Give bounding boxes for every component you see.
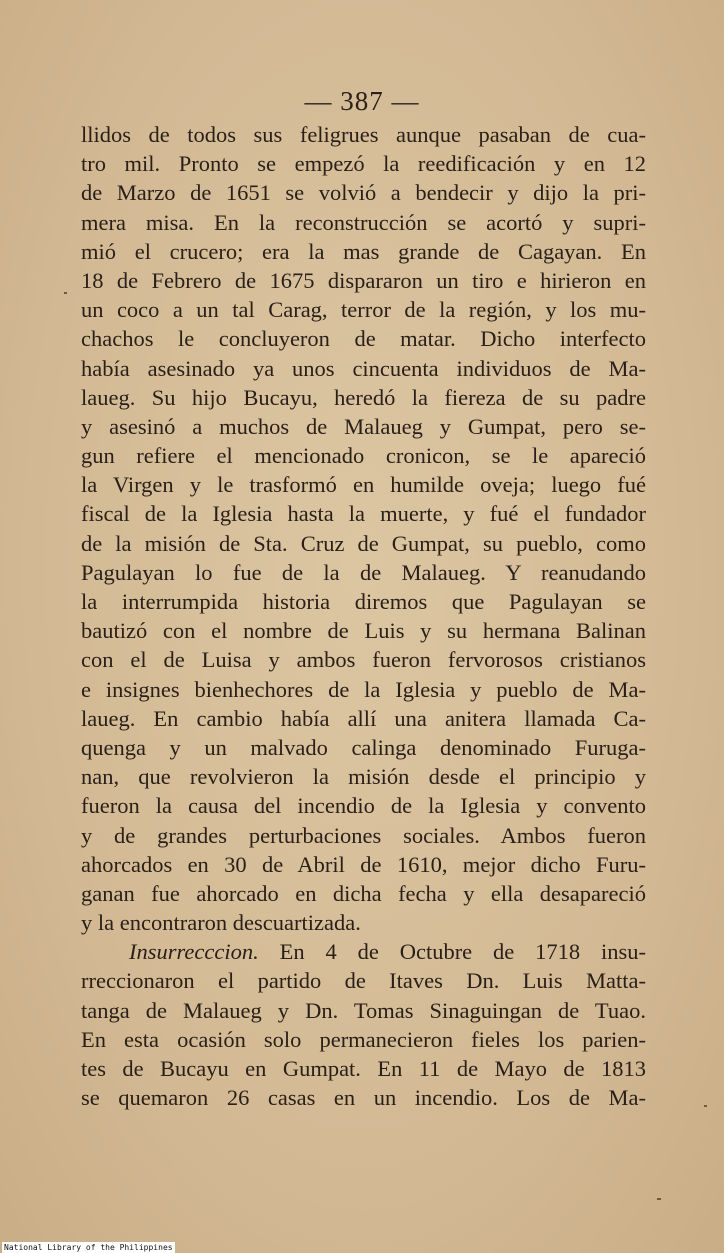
text-line: se quemaron 26 casas en un incendio. Los de Ma- xyxy=(81,1085,646,1111)
section-heading: Insurrecccion. xyxy=(129,939,259,965)
text-line: y la encontraron descuartizada. xyxy=(81,910,361,936)
text-line: llidos de todos sus feligrues aunque pasaban de cua- xyxy=(81,122,646,147)
text-line: laueg. Su hijo Bucayu, heredó la fiereza de su padre xyxy=(81,384,646,410)
text-line: fueron la causa del incendio de la Iglesia y convento xyxy=(81,793,646,819)
text-line: bautizó con el nombre de Luis y su hermana Balinan xyxy=(81,618,646,644)
text-line: laueg. En cambio había allí una anitera llamada Ca- xyxy=(81,705,646,731)
text-line: rreccionaron el partido de Itaves Dn. Luis Matta- xyxy=(81,968,646,994)
text-line: de la misión de Sta. Cruz de Gumpat, su pueblo, como xyxy=(81,530,646,556)
text-line: e insignes bienhechores de la Iglesia y pueblo de Ma- xyxy=(81,676,646,702)
text-line: y asesinó a muchos de Malaueg y Gumpat, pero se- xyxy=(81,413,646,439)
text-line: tanga de Malaueg y Dn. Tomas Sinaguingan de Tuao. xyxy=(81,997,646,1023)
text-line: mió el crucero; era la mas grande de Cagayan. En xyxy=(81,238,646,264)
text-line: nan, que revolvieron la misión desde el principio y xyxy=(81,764,646,790)
text-line: chachos le concluyeron de matar. Dicho interfecto xyxy=(81,326,646,352)
text-line: con el de Luisa y ambos fueron fervorosos cristianos xyxy=(81,647,646,673)
section-first-line xyxy=(81,937,646,966)
text-line: la interrumpida historia diremos que Pagulayan se xyxy=(81,589,646,614)
text-line: un coco a un tal Carag, terror de la región, y los mu- xyxy=(81,297,646,323)
text-line: y de grandes perturbaciones sociales. Ambos fueron xyxy=(81,822,646,848)
text-line: Pagulayan lo fue de la de Malaueg. Y reanudando xyxy=(81,559,646,585)
text-line: ahorcados en 30 de Abril de 1610, mejor dicho Furu- xyxy=(81,851,646,877)
library-footer: National Library of the Philippines xyxy=(4,1243,173,1252)
text-line: de Marzo de 1651 se volvió a bendecir y dijo la pri- xyxy=(81,180,646,206)
text-line: ganan fue ahorcado en dicha fecha y ella desapareció xyxy=(81,880,646,906)
text-line: tro mil. Pronto se empezó la reedificación y en 12 xyxy=(81,151,646,177)
text-line: la Virgen y le trasformó en humilde oveja; luego fué xyxy=(81,472,646,498)
text-line: quenga y un malvado calinga denominado Furuga- xyxy=(81,734,646,760)
page-number: — 387 — xyxy=(304,86,420,116)
text-line: tes de Bucayu en Gumpat. En 11 de Mayo de 1813 xyxy=(81,1056,646,1081)
ink-speck xyxy=(657,1198,661,1200)
text-line: gun refiere el mencionado cronicon, se le apareció xyxy=(81,443,646,469)
ink-speck xyxy=(64,292,67,294)
text-line: mera misa. En la reconstrucción se acortó y supri- xyxy=(81,209,646,235)
body-text xyxy=(81,120,646,1112)
text-line: 18 de Febrero de 1675 dispararon un tiro e hirieron en xyxy=(81,267,646,293)
text-line: había asesinado ya unos cincuenta individuos de Ma- xyxy=(81,355,646,381)
text-line: fiscal de la Iglesia hasta la muerte, y fué el fundador xyxy=(81,501,646,527)
text-line: En esta ocasión solo permanecieron fieles los parien- xyxy=(81,1026,646,1052)
section-first-line-text: En 4 de Octubre de 1718 insu- xyxy=(279,939,647,965)
ink-speck xyxy=(704,1105,707,1107)
